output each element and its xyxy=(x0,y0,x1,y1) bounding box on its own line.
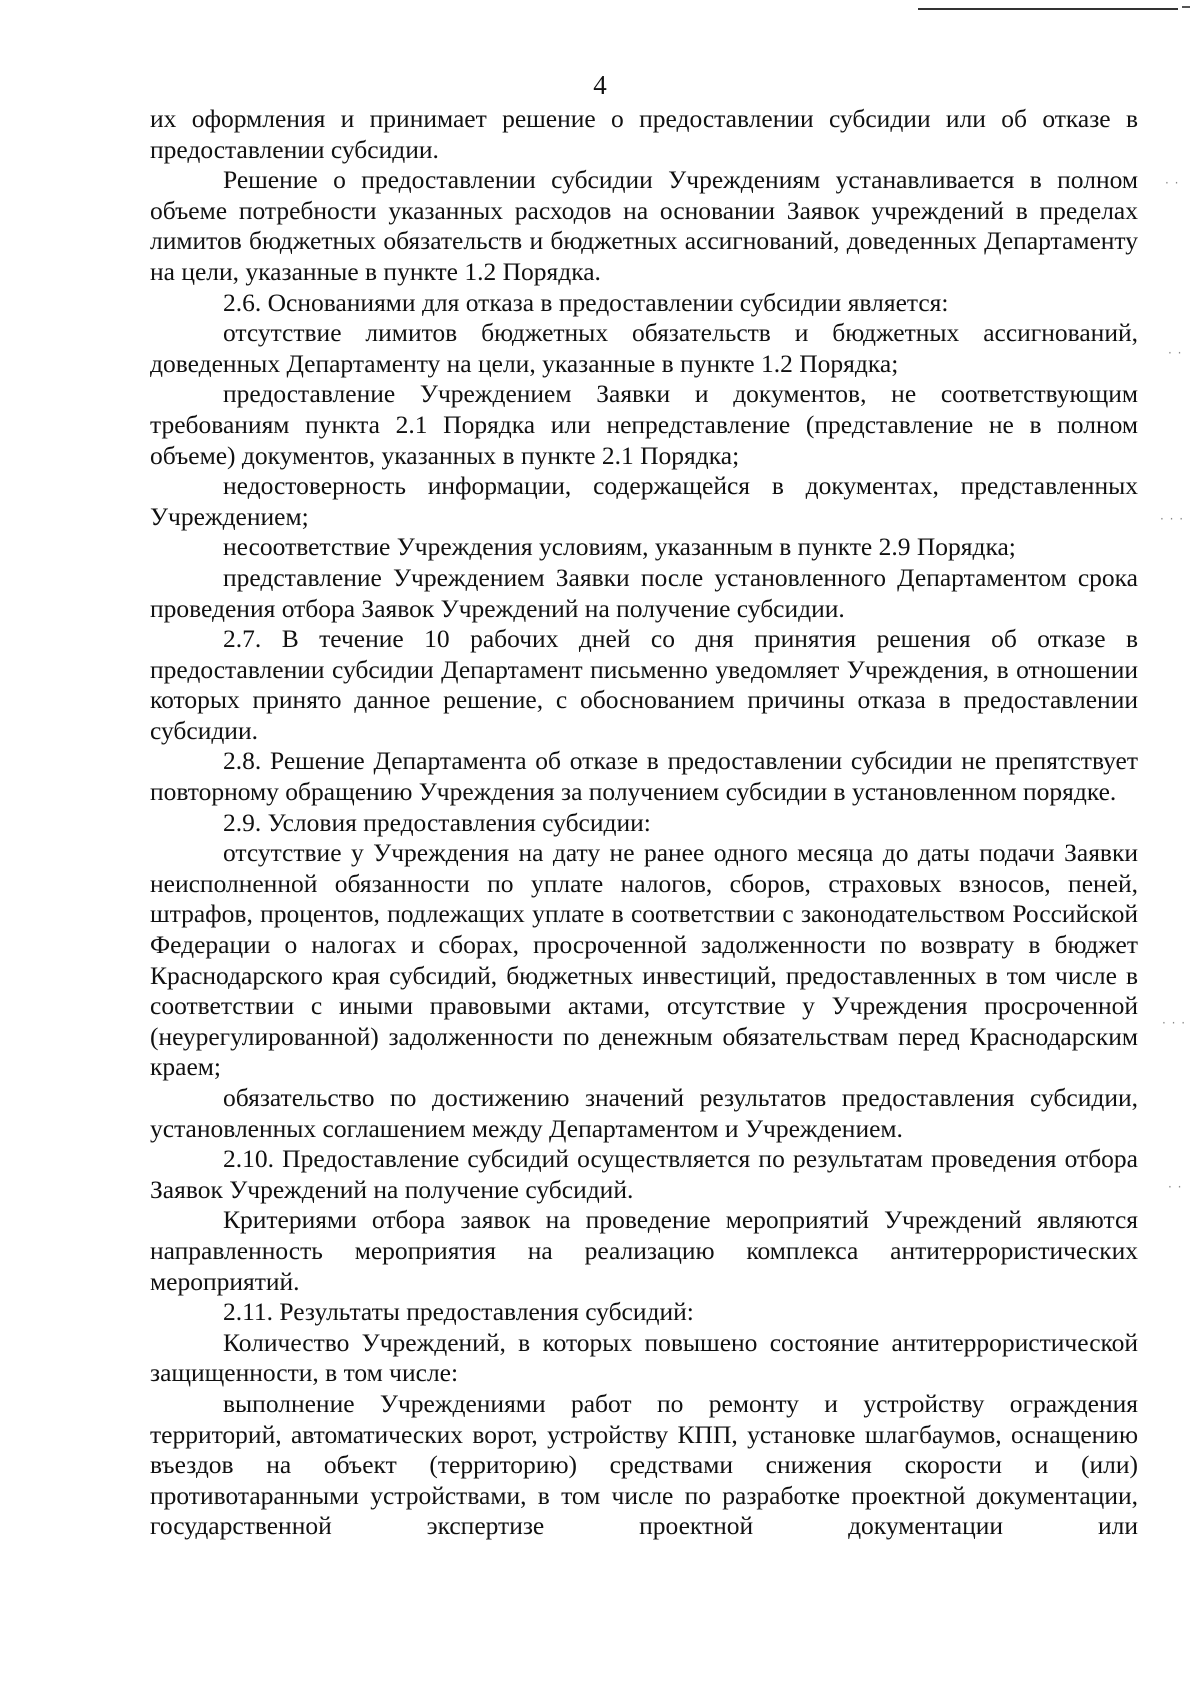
scan-speck: · · · xyxy=(1160,512,1185,526)
paragraph: 2.7. В течение 10 рабочих дней со дня принятия решения об отказе в предоставлении субсидии Департамент письменно уведомляет Учреждения, в отношении которых принято данное решение, с обоснованием причины отказа в предоставлении субсидии. xyxy=(150,624,1138,745)
paragraph: несоответствие Учреждения условиям, указанным в пункте 2.9 Порядка; xyxy=(223,532,1016,562)
paragraph: 2.9. Условия предоставления субсидии: xyxy=(223,807,651,837)
scan-speck: · · xyxy=(1165,176,1180,190)
paragraph: 2.11. Результаты предоставления субсидий: xyxy=(223,1297,694,1327)
paragraph: Решение о предоставлении субсидии Учреждениям устанавливается в полном объеме потребности указанных расходов на основании Заявок учреждений в пределах лимитов бюджетных обязательств и бюджетных ассигнований, доведенных Департаменту на цели, указанные в пункте 1.2 Порядка. xyxy=(150,165,1138,286)
scan-speck: · · xyxy=(1168,1180,1183,1194)
scan-speck: · · · xyxy=(1162,1016,1187,1030)
scan-speck: · · xyxy=(1168,346,1183,360)
paragraph: 2.10. Предоставление субсидий осуществляется по результатам проведения отбора Заявок Учреждений на получение субсидий. xyxy=(150,1144,1138,1204)
paragraph: 2.8. Решение Департамента об отказе в предоставлении субсидии не препятствует повторному обращению Учреждения за получением субсидии в установленном порядке. xyxy=(150,746,1138,807)
top-edge-tick xyxy=(1182,6,1190,8)
paragraph: их оформления и принимает решение о предоставлении субсидии или об отказе в предоставлении субсидии. xyxy=(150,104,1138,164)
paragraph: обязательство по достижению значений результатов предоставления субсидии, установленных соглашением между Департаментом и Учреждением. xyxy=(150,1083,1138,1143)
paragraph: предоставление Учреждением Заявки и документов, не соответствующим требованиям пункта 2.1 Порядка или непредставление (представление не в полном объеме) документов, указанных в пункте 2.1 Порядка; xyxy=(150,379,1138,470)
paragraph: отсутствие лимитов бюджетных обязательств и бюджетных ассигнований, доведенных Департаменту на цели, указанные в пункте 1.2 Порядка; xyxy=(150,318,1138,378)
paragraph: 2.6. Основаниями для отказа в предоставлении субсидии является: xyxy=(223,287,949,317)
page-number: 4 xyxy=(593,70,607,100)
paragraph: Количество Учреждений, в которых повышено состояние антитеррористической защищенности, в том числе: xyxy=(150,1327,1138,1388)
document-body xyxy=(150,104,1138,1542)
paragraph: представление Учреждением Заявки после установленного Департаментом срока проведения отбора Заявок Учреждений на получение субсидии. xyxy=(150,562,1138,623)
paragraph: выполнение Учреждениями работ по ремонту и устройству ограждения территорий, автоматических ворот, устройству КПП, установке шлагбаумов, оснащению въездов на объект (территорию) средствами снижения скорости и (или) противотаранными устройствами, в том числе по разработке проектной документации, государственной экспертизе проектной документации или xyxy=(150,1388,1138,1541)
paragraph: Критериями отбора заявок на проведение мероприятий Учреждений являются направленность мероприятия на реализацию комплекса антитеррористических мероприятий. xyxy=(150,1205,1138,1296)
top-edge-rule xyxy=(918,8,1178,10)
paragraph: недостоверность информации, содержащейся в документах, представленных Учреждением; xyxy=(150,471,1138,531)
paragraph: отсутствие у Учреждения на дату не ранее одного месяца до даты подачи Заявки неисполненной обязанности по уплате налогов, сборов, страховых взносов, пеней, штрафов, процентов, подлежащих уплате в соответствии с законодательством Российской Федерации о налогах и сборах, просроченной задолженности по возврату в бюджет Краснодарского края субсидий, бюджетных инвестиций, предоставленных в том числе в соответствии с иными правовыми актами, отсутствие у Учреждения просроченной (неурегулированной) задолженности по денежным обязательствам перед Краснодарским краем; xyxy=(150,838,1138,1082)
